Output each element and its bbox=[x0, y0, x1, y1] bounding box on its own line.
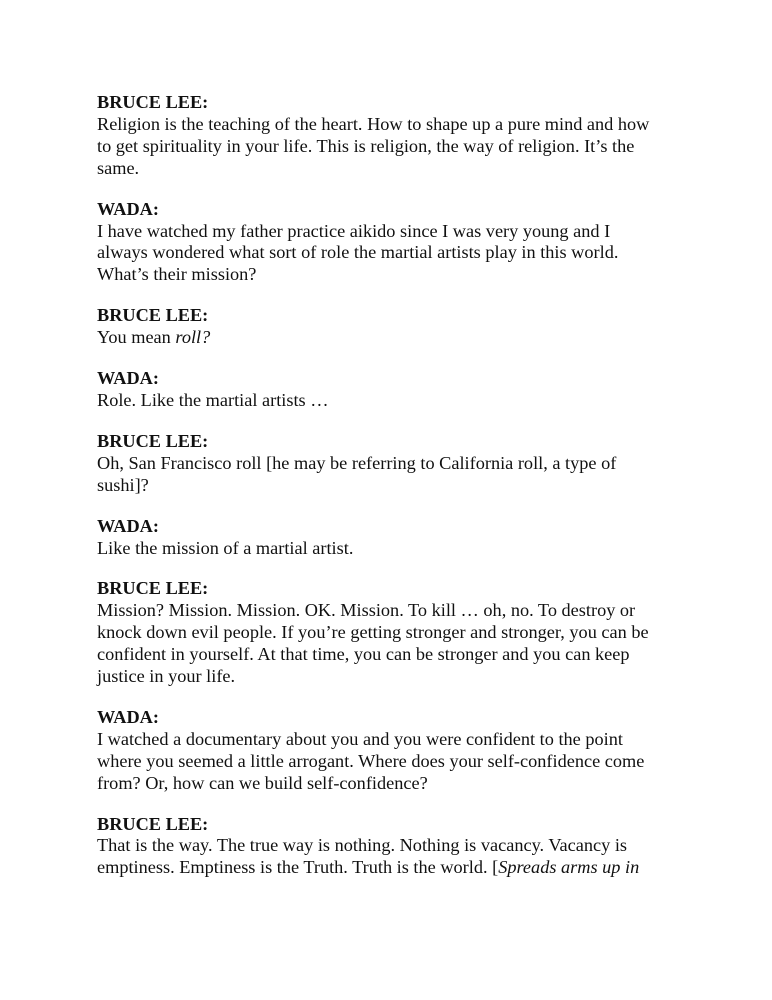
dialogue-line: I watched a documentary about you and you were confident to the point bbox=[97, 728, 623, 749]
dialogue-text: emptiness. Emptiness is the Truth. Truth is the world. [ bbox=[97, 857, 499, 878]
dialogue-line: I have watched my father practice aikido since I was very young and I bbox=[97, 220, 611, 241]
speaker-name: BRUCE LEE: bbox=[97, 92, 209, 112]
dialogue-entry bbox=[97, 578, 697, 688]
dialogue-entry bbox=[97, 92, 697, 180]
speaker-name: BRUCE LEE: bbox=[97, 578, 209, 599]
dialogue-italic-text: roll? bbox=[175, 327, 211, 348]
dialogue-line bbox=[97, 327, 697, 349]
dialogue-line: Role. Like the martial artists … bbox=[97, 389, 329, 410]
dialogue-entry bbox=[97, 199, 697, 287]
dialogue-line: confident in yourself. At that time, you can be stronger and you can keep bbox=[97, 644, 630, 665]
dialogue-line bbox=[97, 857, 697, 879]
dialogue-entry bbox=[97, 431, 697, 497]
speaker-name: WADA: bbox=[97, 515, 159, 536]
dialogue-line: What’s their mission? bbox=[97, 264, 257, 285]
speaker-name: BRUCE LEE: bbox=[97, 305, 209, 326]
dialogue-text: You mean bbox=[97, 327, 176, 348]
dialogue-line: justice in your life. bbox=[97, 666, 236, 687]
speaker-name: BRUCE LEE: bbox=[97, 813, 209, 834]
dialogue-line: Oh, San Francisco roll [he may be referring to California roll, a type of bbox=[97, 452, 617, 473]
dialogue-line: That is the way. The true way is nothing. Nothing is vacancy. Vacancy is bbox=[97, 835, 628, 856]
dialogue-entry bbox=[97, 368, 697, 412]
dialogue-line: from? Or, how can we build self-confidence? bbox=[97, 772, 428, 793]
dialogue-entry bbox=[97, 516, 697, 560]
dialogue-line: always wondered what sort of role the martial artists play in this world. bbox=[97, 242, 619, 263]
dialogue-line: Mission? Mission. Mission. OK. Mission. To kill … oh, no. To destroy or bbox=[97, 600, 636, 621]
speaker-name: BRUCE LEE: bbox=[97, 430, 209, 451]
dialogue-entry bbox=[97, 305, 697, 349]
speaker-name: WADA: bbox=[97, 706, 159, 727]
dialogue-italic-text: Spreads arms up in bbox=[498, 857, 640, 878]
dialogue-entry bbox=[97, 707, 697, 795]
dialogue-line: Religion is the teaching of the heart. How to shape up a pure mind and how bbox=[97, 113, 650, 134]
dialogue-line: same. bbox=[97, 157, 140, 178]
dialogue-line: knock down evil people. If you’re getting stronger and stronger, you can be bbox=[97, 622, 649, 643]
dialogue-line: Like the mission of a martial artist. bbox=[97, 537, 354, 558]
dialogue-line: to get spirituality in your life. This is religion, the way of religion. It’s the bbox=[97, 135, 635, 156]
dialogue-entry bbox=[97, 814, 697, 880]
speaker-name: WADA: bbox=[97, 368, 159, 389]
dialogue-line: where you seemed a little arrogant. Where does your self-confidence come bbox=[97, 750, 645, 771]
speaker-name: WADA: bbox=[97, 198, 159, 219]
dialogue-line: sushi]? bbox=[97, 474, 149, 495]
transcript-page bbox=[97, 92, 697, 898]
